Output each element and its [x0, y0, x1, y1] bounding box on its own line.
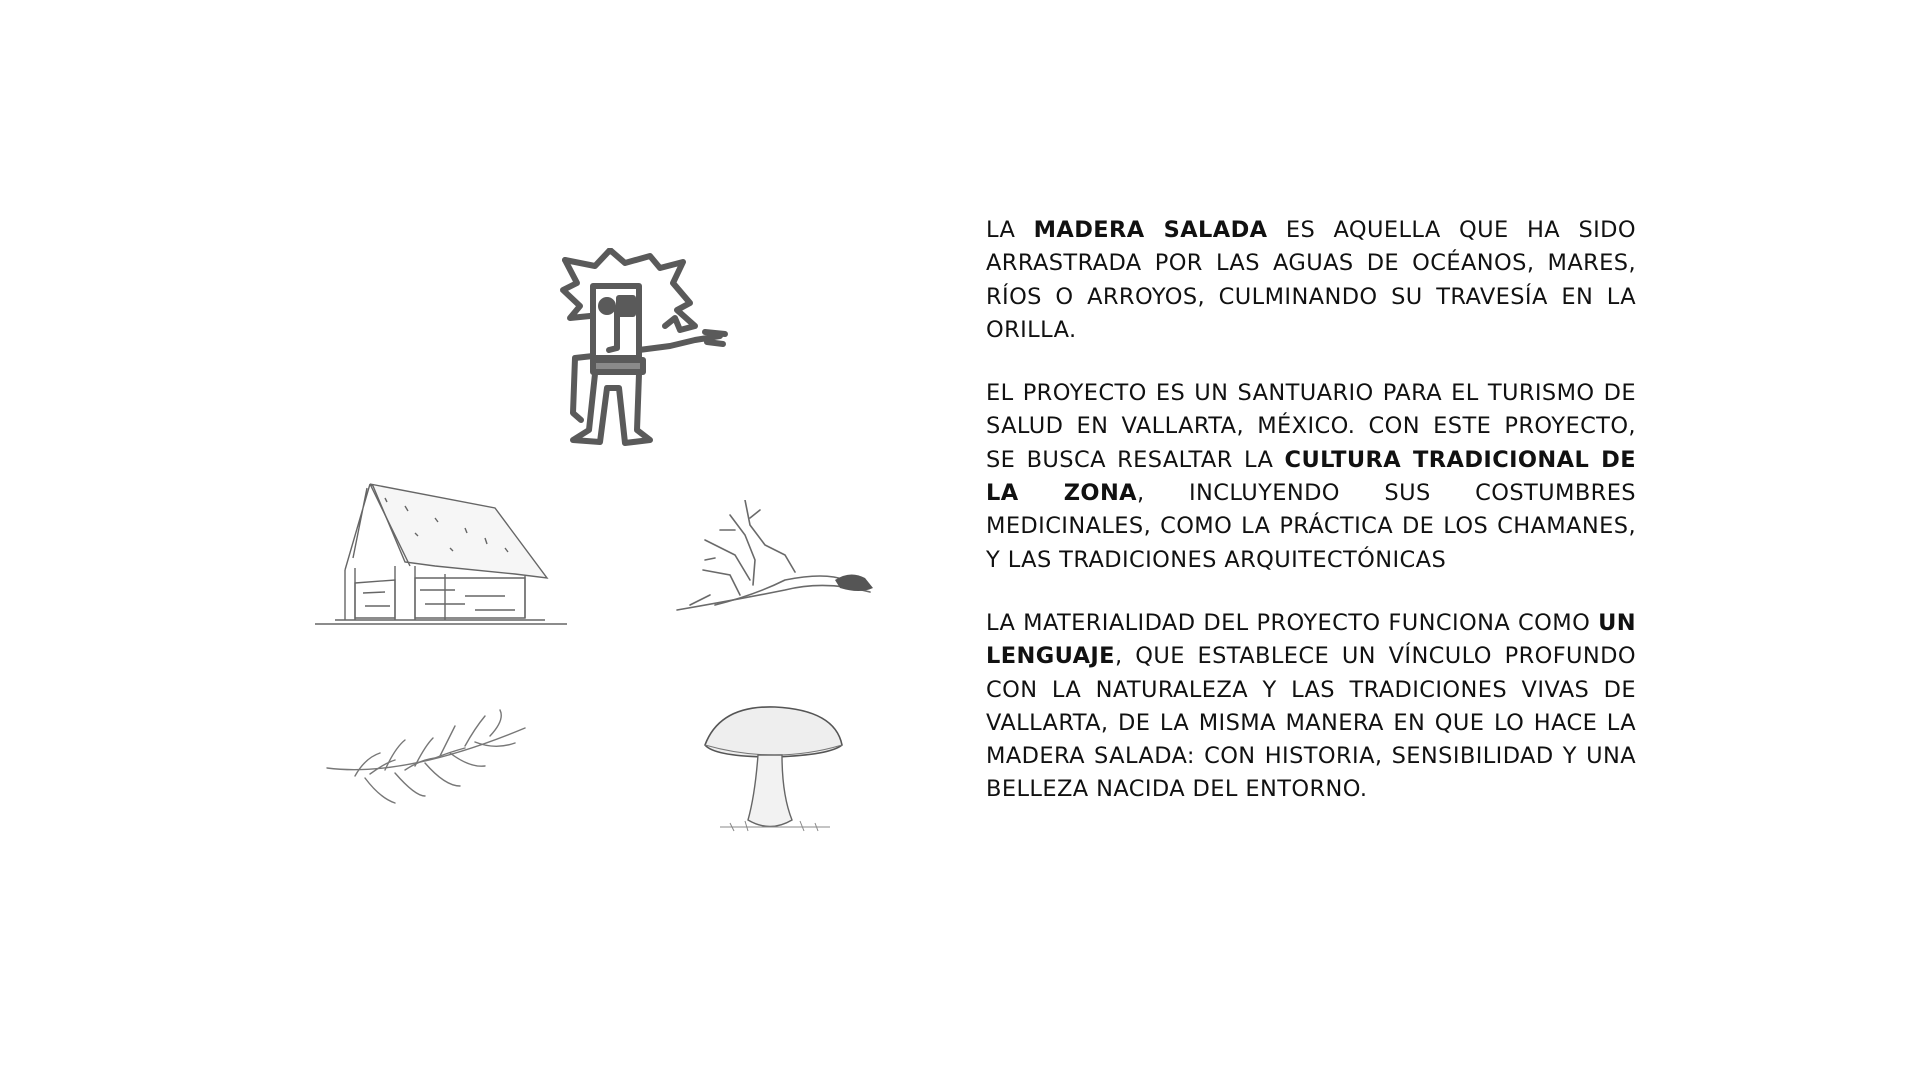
paragraph-proyecto — [986, 377, 1636, 577]
bold-term: UN LENGUAJE — [986, 609, 1636, 670]
text-run: ES AQUELLA QUE HA SIDO ARRASTRADA POR LAS AGUAS DE OCÉANOS, MARES, RÍOS O ARROYOS, CULMINANDO SU TRAVESÍA EN LA ORILLA. — [986, 217, 1636, 343]
tribal-figure-illustration — [555, 248, 730, 448]
mushroom-illustration — [700, 705, 850, 840]
hut-icon — [315, 478, 575, 626]
description-text — [986, 214, 1636, 837]
bold-term: MADERA SALADA — [1033, 217, 1268, 243]
text-run: LA — [986, 217, 1034, 243]
driftwood-illustration — [675, 500, 875, 618]
rosemary-illustration — [325, 708, 535, 816]
rosemary-icon — [325, 708, 535, 816]
palapa-hut-illustration — [315, 478, 575, 626]
paragraph-materialidad — [986, 607, 1636, 807]
text-run: , INCLUYENDO SUS COSTUMBRES MEDICINALES, COMO LA PRÁCTICA DE LOS CHAMANES, Y LAS TRADICIONES ARQUITECTÓNICAS — [986, 480, 1636, 573]
bold-term: CULTURA TRADICIONAL DE LA ZONA — [986, 446, 1636, 507]
text-run: , QUE ESTABLECE UN VÍNCULO PROFUNDO CON LA NATURALEZA Y LAS TRADICIONES VIVAS DE VALLARTA, DE LA MISMA MANERA EN QUE LO HACE LA MADERA SALADA: CON HISTORIA, SENSIBILIDAD Y UNA BELLEZA NACIDA DEL ENTORNO. — [986, 643, 1636, 803]
text-run: LA MATERIALIDAD DEL PROYECTO FUNCIONA COMO — [986, 609, 1599, 636]
mushroom-icon — [700, 705, 850, 840]
driftwood-icon — [675, 500, 875, 618]
tribal-figure-icon — [555, 248, 730, 448]
text-run: EL PROYECTO ES UN SANTUARIO PARA EL TURISMO DE SALUD EN VALLARTA, MÉXICO. CON ESTE PROYECTO, SE BUSCA RESALTAR LA — [986, 380, 1636, 473]
paragraph-madera-salada — [986, 214, 1636, 347]
